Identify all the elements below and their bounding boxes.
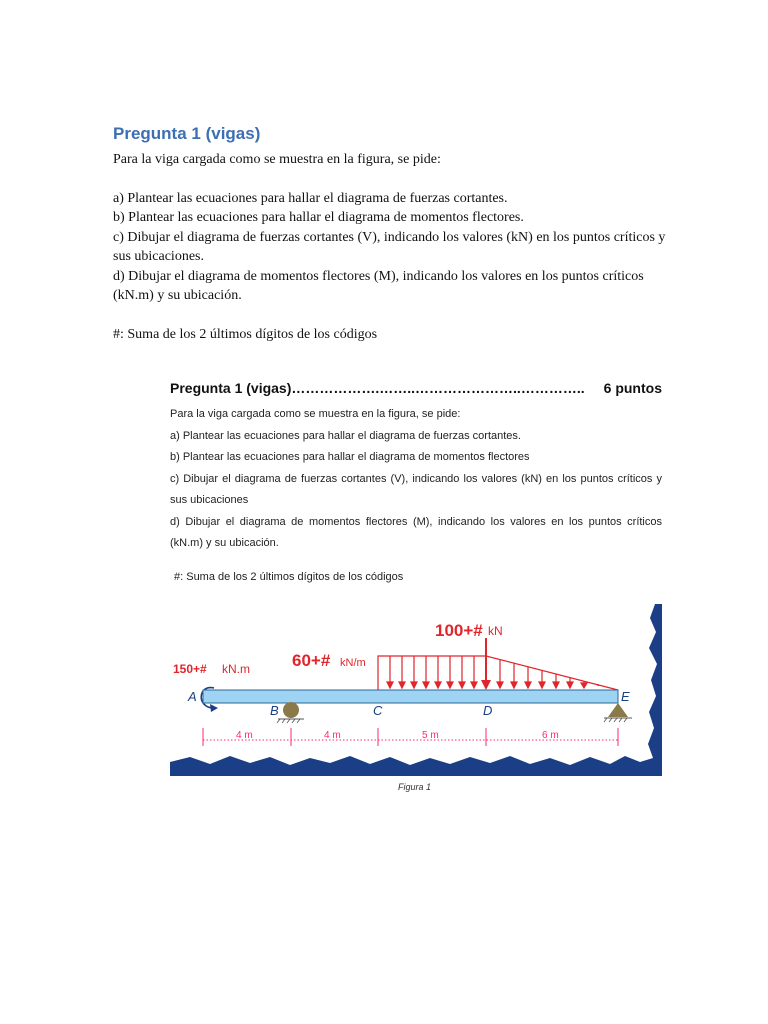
scanned-intro: Para la viga cargada como se muestra en la figura, se pide:	[170, 408, 461, 420]
beam	[203, 690, 618, 703]
figure-caption: Figura 1	[398, 782, 432, 792]
question-item-d: d) Dibujar el diagrama de momentos flectores (M), indicando los valores en los puntos críticos (kN.m) y su ubicación.	[113, 268, 644, 303]
scanned-question	[170, 380, 662, 583]
question-section	[113, 124, 673, 344]
beam-figure	[170, 604, 662, 776]
scanned-points: 6 puntos	[603, 380, 662, 396]
scanned-title-text: Pregunta 1 (vigas)……………….……..…………………..…………..	[170, 380, 585, 396]
point-load-value: 100+#	[435, 621, 483, 640]
point-label-C: C	[373, 703, 383, 718]
distributed-load-unit: kN/m	[340, 657, 366, 669]
scanned-item-c: c) Dibujar el diagrama de fuerzas cortantes (V), indicando los valores (kN) en los puntos críticos y sus ubicaciones	[170, 472, 662, 506]
question-note: #: Suma de los 2 últimos dígitos de los códigos	[113, 326, 378, 342]
point-label-B: B	[270, 703, 279, 718]
scanned-title	[170, 380, 662, 396]
moment-value: 150+#	[173, 662, 207, 676]
question-item-c: c) Dibujar el diagrama de fuerzas cortantes (V), indicando los valores (kN) en los puntos críticos y sus ubicaciones.	[113, 229, 666, 264]
point-label-A: A	[188, 689, 197, 704]
scanned-item-d: d) Dibujar el diagrama de momentos flectores (M), indicando los valores en los puntos críticos (kN.m) y su ubicación.	[170, 515, 662, 549]
scanned-note: #: Suma de los 2 últimos dígitos de los códigos	[174, 570, 404, 583]
scanned-item-a: a) Plantear las ecuaciones para hallar el diagrama de fuerzas cortantes.	[170, 429, 521, 442]
point-label-E: E	[621, 689, 630, 704]
moment-unit: kN.m	[222, 662, 250, 676]
span-AB: 4 m	[236, 730, 253, 741]
span-BC: 4 m	[324, 730, 341, 741]
point-load-unit: kN	[488, 624, 503, 638]
question-item-b: b) Plantear las ecuaciones para hallar el diagrama de momentos flectores.	[113, 210, 524, 225]
point-label-D: D	[483, 703, 493, 718]
distributed-load-value: 60+#	[292, 651, 331, 670]
question-title: Pregunta 1 (vigas)	[113, 124, 261, 143]
scanned-item-b: b) Plantear las ecuaciones para hallar el diagrama de momentos flectores	[170, 451, 530, 463]
question-item-a: a) Plantear las ecuaciones para hallar el diagrama de fuerzas cortantes.	[113, 190, 508, 206]
span-CD: 5 m	[422, 730, 439, 741]
span-DE: 6 m	[542, 730, 559, 741]
question-intro: Para la viga cargada como se muestra en la figura, se pide:	[113, 152, 441, 167]
